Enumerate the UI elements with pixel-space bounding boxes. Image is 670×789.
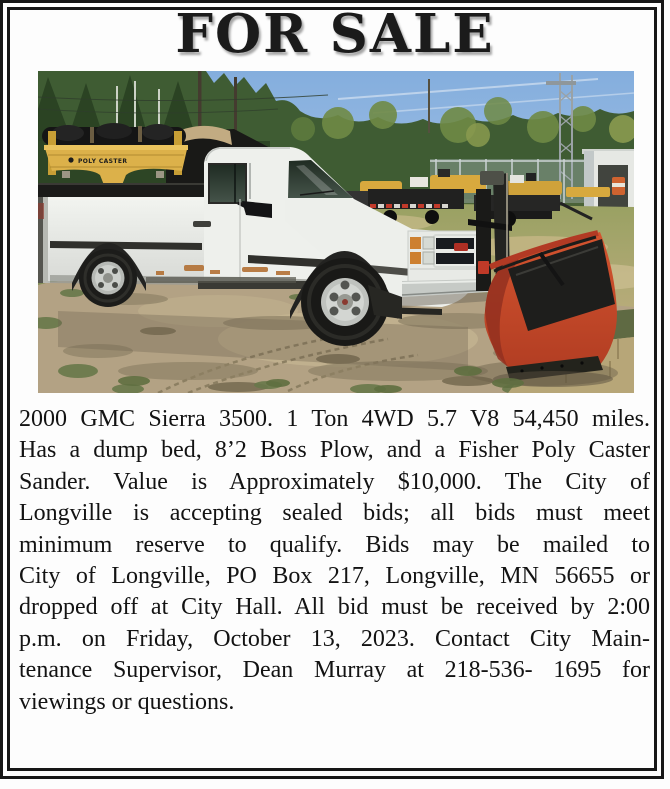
ad-body-line: minimum reserve to qualify. Bids may be mailed to bbox=[19, 531, 650, 558]
ad-body-line: Has a dump bed, 8’2 Boss Plow, and a Fisher Poly Caster bbox=[19, 437, 650, 464]
truck-photo-illustration bbox=[38, 71, 634, 393]
ad-body-line: dropped off at City Hall. All bid must be received by 2:00 bbox=[19, 594, 650, 621]
truck-grille bbox=[408, 231, 480, 285]
ad-body-line: viewings or questions. bbox=[19, 688, 235, 715]
sander-tarp bbox=[42, 123, 186, 145]
poly-caster-logo-dot bbox=[68, 157, 73, 162]
ad-body bbox=[19, 404, 650, 718]
ad-body-line: p.m. on Friday, October 13, 2023. Contact City Main- bbox=[19, 625, 650, 652]
ad-body-line: Sander. Value is Approximately $10,000. The City of bbox=[19, 468, 650, 495]
orange-barrel bbox=[612, 177, 625, 195]
ad-title: FOR SALE bbox=[175, 3, 495, 65]
door-handle bbox=[193, 221, 211, 227]
storage-building bbox=[582, 149, 634, 209]
rear-wheel bbox=[79, 249, 137, 307]
ad-body-line: City of Longville, PO Box 217, Longville, MN 56655 or bbox=[19, 563, 650, 590]
poly-caster-label: POLY CASTER bbox=[78, 158, 128, 165]
turn-signal bbox=[410, 237, 421, 249]
ad-body-line: tenance Supervisor, Dean Murray at 218-536- 1695 for bbox=[19, 657, 650, 684]
gmc-badge bbox=[454, 243, 468, 251]
truck-photo bbox=[38, 71, 634, 393]
warning-sticker bbox=[478, 261, 489, 274]
side-window bbox=[209, 164, 246, 203]
ad-body-line: 2000 GMC Sierra 3500. 1 Ton 4WD 5.7 V8 54,450 miles. bbox=[19, 406, 650, 432]
ad-body-line: Longville is accepting sealed bids; all bids must meet bbox=[19, 500, 650, 527]
